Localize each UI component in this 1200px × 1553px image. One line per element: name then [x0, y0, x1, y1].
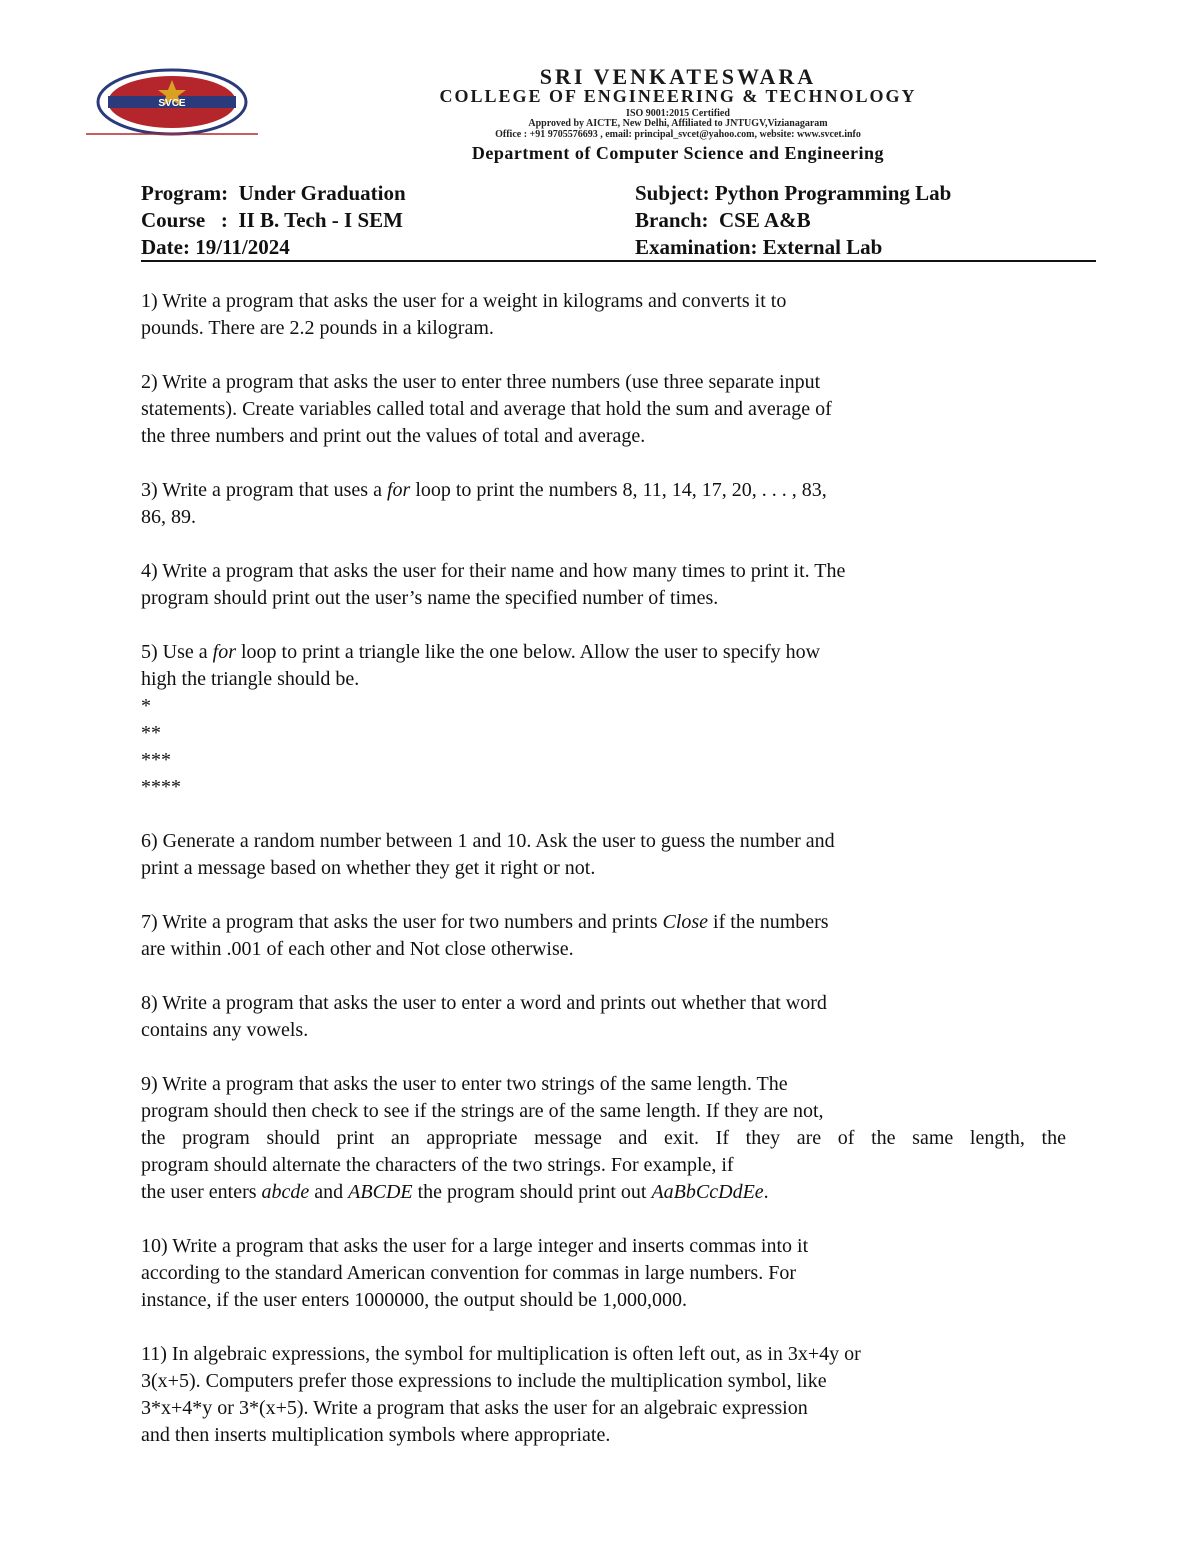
question-line: [141, 1179, 1066, 1206]
question-line: instance, if the user enters 1000000, the output should be 1,000,000.: [141, 1289, 688, 1311]
question-line: high the triangle should be.: [141, 668, 360, 690]
question-line: 6) Generate a random number between 1 and 10. Ask the user to guess the number and: [141, 830, 835, 852]
text-span: .: [763, 1181, 769, 1203]
question-9: [141, 1071, 1066, 1206]
college-logo: [84, 66, 260, 138]
emphasis-span: Close: [662, 911, 709, 933]
office-contact: Office : +91 9705576693 , email: principal_svcet@yahoo.com, website: www.svcet.info: [495, 129, 861, 140]
question-8: [141, 990, 1066, 1044]
question-line: program should alternate the characters of the two strings. For example, if: [141, 1154, 734, 1176]
examination-field: Examination: External Lab: [635, 235, 883, 259]
question-line: the program should print an appropriate message and exit. If they are of the same length, the: [141, 1127, 1066, 1149]
question-line: 3(x+5). Computers prefer those expressions to include the multiplication symbol, like: [141, 1370, 827, 1392]
question-line: the three numbers and print out the values of total and average.: [141, 425, 646, 447]
text-span: and: [309, 1181, 349, 1203]
question-line: 1) Write a program that asks the user for a weight in kilograms and converts it to: [141, 290, 787, 312]
emphasis-span: AaBbCcDdEe: [651, 1181, 764, 1203]
question-line: 3*x+4*y or 3*(x+5). Write a program that asks the user for an algebraic expression: [141, 1397, 808, 1419]
emphasis-span: ABCDE: [348, 1181, 413, 1203]
question-line: 86, 89.: [141, 506, 196, 528]
college-emblem: [84, 66, 260, 138]
course-field: Course : II B. Tech - I SEM: [141, 208, 403, 232]
department-title: Department of Computer Science and Engineering: [471, 143, 885, 163]
text-span: the program should print out: [412, 1181, 652, 1203]
subject-field: Subject: Python Programming Lab: [635, 181, 952, 205]
text-span: the user enters: [141, 1181, 262, 1203]
question-line: program should then check to see if the strings are of the same length. If they are not,: [141, 1100, 824, 1122]
question-line: are within .001 of each other and Not close otherwise.: [141, 938, 574, 960]
text-span: 5) Use a: [141, 641, 213, 663]
question-5: [141, 639, 1066, 801]
question-line: 11) In algebraic expressions, the symbol for multiplication is often left out, as in 3x+4y or: [141, 1343, 861, 1365]
logo-text: SVCE: [158, 98, 186, 109]
text-span: if the numbers: [708, 911, 829, 933]
emphasis-span: for: [386, 479, 411, 501]
text-span: loop to print a triangle like the one below. Allow the user to specify how: [235, 641, 821, 663]
question-1: [141, 288, 1066, 342]
question-list: [141, 288, 1066, 1476]
exam-info-left: [141, 180, 621, 261]
question-line: 4) Write a program that asks the user for their name and how many times to print it. The: [141, 560, 846, 582]
question-line: and then inserts multiplication symbols where appropriate.: [141, 1424, 611, 1446]
question-10: [141, 1233, 1066, 1314]
triangle-row: ****: [141, 776, 181, 798]
question-3: [141, 477, 1066, 531]
triangle-row: ***: [141, 749, 171, 771]
college-subtitle: COLLEGE OF ENGINEERING & TECHNOLOGY: [439, 86, 917, 106]
question-line: print a message based on whether they get it right or not.: [141, 857, 596, 879]
triangle-row: **: [141, 722, 161, 744]
question-line: [141, 909, 1066, 936]
emphasis-span: for: [212, 641, 236, 663]
question-line: according to the standard American convention for commas in large numbers. For: [141, 1262, 796, 1284]
question-11: [141, 1341, 1066, 1449]
question-line: [141, 477, 1066, 504]
question-line: 10) Write a program that asks the user for a large integer and inserts commas into it: [141, 1235, 809, 1257]
question-line: 2) Write a program that asks the user to enter three numbers (use three separate input: [141, 371, 821, 393]
question-2: [141, 369, 1066, 450]
certification: ISO 9001:2015 Certified: [626, 108, 730, 119]
program-field: Program: Under Graduation: [141, 181, 406, 205]
question-7: [141, 909, 1066, 963]
text-span: 3) Write a program that uses a: [141, 479, 387, 501]
question-line: program should print out the user’s name the specified number of times.: [141, 587, 719, 609]
text-span: 7) Write a program that asks the user for two numbers and prints: [141, 911, 663, 933]
question-line: 9) Write a program that asks the user to enter two strings of the same length. The: [141, 1073, 788, 1095]
question-line: [141, 639, 1066, 666]
question-line: contains any vowels.: [141, 1019, 309, 1041]
triangle-row: *: [141, 695, 151, 717]
question-line: statements). Create variables called total and average that hold the sum and average of: [141, 398, 832, 420]
approval-line: Approved by AICTE, New Delhi, Affiliated to JNTUGV,Vizianagaram: [528, 118, 828, 129]
exam-info-right: [635, 180, 1095, 261]
text-span: loop to print the numbers 8, 11, 14, 17, 20, . . . , 83,: [410, 479, 827, 501]
date-field: Date: 19/11/2024: [141, 235, 290, 259]
college-name: SRI VENKATESWARA: [539, 64, 817, 89]
emphasis-span: abcde: [261, 1181, 310, 1203]
question-line: 8) Write a program that asks the user to enter a word and prints out whether that word: [141, 992, 827, 1014]
question-6: [141, 828, 1066, 882]
header-divider: [141, 260, 1096, 262]
question-line: pounds. There are 2.2 pounds in a kilogram.: [141, 317, 494, 339]
question-4: [141, 558, 1066, 612]
branch-field: Branch: CSE A&B: [635, 208, 811, 232]
